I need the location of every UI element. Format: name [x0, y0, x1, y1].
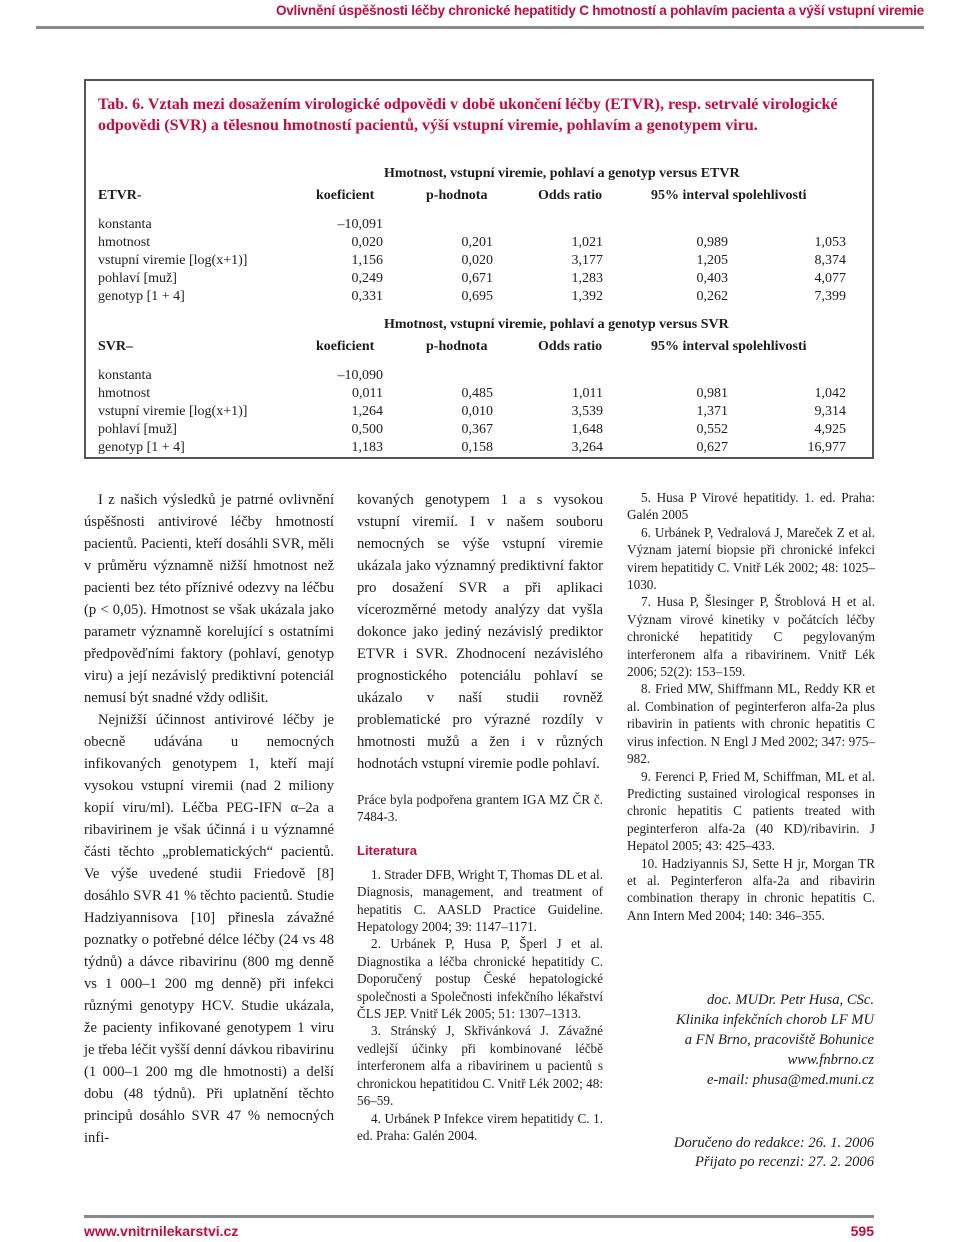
- row-label: genotyp [1 + 4]: [98, 440, 185, 455]
- paragraph: I z našich výsledků je patrné ovlivnění úspěšnosti antivirové léčby hmotností pacientů. Pacienti, kteří dosáhli SVR, měli v průměru významně nižší hmotnost než pacienti bez této příznivé odezvy na léčbu (p < 0,05). Hmotnost se však ukázala jako parametr významně korelující s ostatními předpověďními faktory (pohlaví, genotyp viru) a její nezávislý prediktivní potenciál nemusí být snadné vždy odlišit.: [84, 492, 334, 706]
- table-row: [86, 270, 866, 288]
- table-cell: 4,925: [814, 422, 846, 437]
- row-label: pohlaví [muž]: [98, 422, 177, 437]
- table-row: [86, 385, 866, 403]
- table-cell: 0,010: [461, 404, 493, 419]
- table-cell: 0,249: [351, 271, 383, 286]
- table-row: [86, 439, 866, 457]
- author-signature: [676, 990, 874, 1090]
- author-department: Klinika infekčních chorob LF MU: [675, 1012, 874, 1028]
- table-row: [86, 288, 866, 306]
- row-label: vstupní viremie [log(x+1)]: [98, 253, 248, 268]
- submission-dates: [674, 1134, 874, 1172]
- table-caption: Tab. 6. Vztah mezi dosažením virologické odpovědi v době ukončení léčby (ETVR), resp. setrvalé virologické odpovědi (SVR) a tělesnou hmotností pacientů, výší vstupní viremie, pohlavím a genotypem viru.: [98, 96, 838, 134]
- table-cell: 7,399: [814, 289, 846, 304]
- table-cell: 1,053: [814, 235, 846, 250]
- table-cell: 4,077: [814, 271, 846, 286]
- table-cell: 1,021: [571, 235, 603, 250]
- reference: 5. Husa P Virové hepatitidy. 1. ed. Praha: Galén 2005: [627, 490, 875, 523]
- table-cell: 1,648: [571, 422, 603, 437]
- footer-url[interactable]: www.vnitrnilekarstvi.cz: [84, 1223, 239, 1239]
- table-cell: 1,205: [696, 253, 728, 268]
- table-cell: 8,374: [814, 253, 846, 268]
- column-header: ETVR-: [98, 188, 142, 203]
- table-cell: 0,627: [696, 440, 728, 455]
- table-cell: 0,403: [696, 271, 728, 286]
- author-hospital: a FN Brno, pracoviště Bohunice: [684, 1032, 874, 1048]
- row-label: pohlaví [muž]: [98, 271, 177, 286]
- accepted-date: Přijato po recenzi: 27. 2. 2006: [694, 1154, 874, 1170]
- table-cell: 1,156: [351, 253, 383, 268]
- column-header: Odds ratio: [538, 188, 603, 203]
- row-label: konstanta: [98, 217, 152, 232]
- results-table: [84, 79, 874, 459]
- reference: 7. Husa P, Šlesinger P, Štroblová H et al. Význam virové kinetiky v počátcích léčby chronické hepatitidy C pegylovaným interferonem alfa a ribavirinem. Vnitř Lék 2006; 52(2): 153–159.: [627, 594, 875, 680]
- reference: 3. Stránský J, Skřivánková J. Závažné vedlejší účinky při kombinované léčbě interferonem alfa a ribavirinem u pacientů s chronickou hepatitidou C. Vnitř Lék 2002; 48: 56–59.: [357, 1023, 603, 1109]
- table-cell: 3,539: [571, 404, 603, 419]
- table-cell: 1,183: [351, 440, 383, 455]
- received-date: Doručeno do redakce: 26. 1. 2006: [673, 1135, 874, 1151]
- running-head: Ovlivnění úspěšnosti léčby chronické hepatitidy C hmotností a pohlavím pacienta a výší vstupní viremie: [36, 0, 924, 29]
- column-header: koeficient: [316, 339, 375, 354]
- references-list-2: [627, 489, 875, 924]
- table-cell: 1,042: [814, 386, 846, 401]
- table-cell: 0,367: [461, 422, 493, 437]
- reference: 9. Ferenci P, Fried M, Schiffman, ML et al. Predicting sustained virological responses in chronic hepatitis C patients treated with peginterferon alfa-2a (40 KD)/ribavirin. J Hepatol 2005; 43: 425–433.: [627, 768, 875, 854]
- row-label: hmotnost: [98, 235, 151, 250]
- etvr-header-row: [86, 187, 866, 205]
- table-cell: 1,011: [572, 386, 603, 401]
- table-row: [86, 234, 866, 252]
- table-cell: 0,011: [352, 386, 383, 401]
- table-cell: 1,283: [571, 271, 603, 286]
- table-cell: 0,695: [461, 289, 493, 304]
- table-cell: 0,500: [351, 422, 383, 437]
- row-label: vstupní viremie [log(x+1)]: [98, 404, 248, 419]
- page-number: 595: [850, 1223, 874, 1239]
- table-cell: 0,981: [696, 386, 728, 401]
- author-email: e-mail: phusa@med.muni.cz: [706, 1072, 874, 1088]
- reference: 4. Urbánek P Infekce virem hepatitidy C. 1. ed. Praha: Galén 2004.: [357, 1110, 603, 1143]
- footer: [84, 1215, 874, 1242]
- table-cell: 0,262: [696, 289, 728, 304]
- paragraph: kovaných genotypem 1 a s vysokou vstupní viremií. I v našem souboru nemocných se výše vstupní viremie ukázala jako významný prediktivní faktor pro dosažení SVR a při aplikaci vícerozměrné metody analýzy dat vyšla dokonce jako jediný nezávislý prediktor ETVR i SVR. Zhodnocení nezávislého prognostického potenciálu pohlaví se ukázalo v naší studii rovněž problematické pro výrazné rozdíly v hmotnosti mužů a žen i v různých hodnotách vstupní viremie podle pohlaví.: [357, 492, 603, 772]
- paragraph: Nejnižší účinnost antivirové léčby je obecně udávána u nemocných infikovaných genotypem 1, kteří mají vysokou vstupní viremii (nad 2 miliony kopií viru/ml). Léčba PEG-IFN α–2a a ribavirinem je však účinná i u významné části těchto „problematických“ pacientů. Ve výše uvedené studii Friedově [8] dosáhlo SVR 41 % těchto pacientů. Studie Hadziyannisova [10] přinesla závažné poznatky o potřebné délce léčby (24 vs 48 týdnů) a dávce ribavirinu (800 mg denně vs 1 000–1 200 mg denně) při infekci různými genotypy HCV. Studie ukázala, že pacienty infikované genotypem 1 viru je třeba léčit vyšší denní dávkou ribavirinu (1 000–1 200 mg dle hmotnosti) a delší dobu (48 týdnů). Při uplatnění těchto principů dosáhlo SVR 47 % nemocných infi-: [84, 712, 334, 1146]
- references-list-1: [357, 866, 603, 1145]
- svr-group-title: Hmotnost, vstupní viremie, pohlaví a genotyp versus SVR: [384, 317, 729, 332]
- column-header: 95% interval spolehlivosti: [651, 339, 807, 354]
- column-header: SVR–: [98, 339, 134, 354]
- body-column-1: [84, 489, 334, 1149]
- table-cell: 3,264: [571, 440, 603, 455]
- table-cell: 16,977: [807, 440, 846, 455]
- table-cell: 0,989: [696, 235, 728, 250]
- table-row: [86, 367, 866, 385]
- reference: 6. Urbánek P, Vedralová J, Mareček Z et al. Význam jaterní biopsie při chronické infekci virem hepatitidy C. Vnitř Lék 2002; 48: 1025–1030.: [627, 524, 875, 593]
- table-cell: 0,331: [351, 289, 383, 304]
- column-header: Odds ratio: [538, 339, 603, 354]
- column-header: 95% interval spolehlivosti: [651, 188, 807, 203]
- table-cell: 0,158: [461, 440, 493, 455]
- reference: 2. Urbánek P, Husa P, Šperl J et al. Diagnostika a léčba chronické hepatitidy C. Doporučený postup České hepatologické společnosti a Společnosti infekčního lékařství ČLS JEP. Vnitř Lék 2005; 51: 1307–1313.: [357, 936, 603, 1022]
- reference: 10. Hadziyannis SJ, Sette H jr, Morgan TR et al. Peginterferon alfa-2a and ribavirin combination therapy in chronic hepatitis C. Ann Intern Med 2004; 140: 346–355.: [627, 855, 875, 923]
- table-cell: 1,264: [351, 404, 383, 419]
- column-header: p-hodnota: [426, 188, 488, 203]
- column-header: koeficient: [316, 188, 375, 203]
- body-column-2: [357, 489, 603, 1144]
- reference: 8. Fried MW, Shiffmann ML, Reddy KR et al. Combination of peginterferon alfa-2a plus ribavirin in patients with chronic hepatitis C virus infection. N Engl J Med 2002; 347: 975–982.: [627, 681, 875, 767]
- table-cell: 0,020: [351, 235, 383, 250]
- table-row: [86, 403, 866, 421]
- table-cell: 1,371: [696, 404, 728, 419]
- table-cell: 3,177: [571, 253, 603, 268]
- table-cell: 0,201: [461, 235, 493, 250]
- table-cell: 0,671: [461, 271, 493, 286]
- grant-note: Práce byla podpořena grantem IGA MZ ČR č. 7484-3.: [357, 792, 603, 825]
- table-row: [86, 421, 866, 439]
- row-label: hmotnost: [98, 386, 151, 401]
- table-cell: 0,020: [461, 253, 493, 268]
- table-row: [86, 252, 866, 270]
- table-cell: 0,552: [696, 422, 728, 437]
- row-label: konstanta: [98, 368, 152, 383]
- author-website: www.fnbrno.cz: [787, 1052, 874, 1068]
- table-cell: 1,392: [571, 289, 603, 304]
- table-cell: –10,091: [337, 217, 383, 232]
- table-row: [86, 216, 866, 234]
- table-cell: 0,485: [461, 386, 493, 401]
- svr-header-row: [86, 338, 866, 356]
- column-header: p-hodnota: [426, 339, 488, 354]
- reference: 1. Strader DFB, Wright T, Thomas DL et al. Diagnosis, management, and treatment of hepatitis C. AASLD Practice Guideline. Hepatology 2004; 39: 1147–1171.: [357, 866, 603, 935]
- row-label: genotyp [1 + 4]: [98, 289, 185, 304]
- etvr-group-title: Hmotnost, vstupní viremie, pohlaví a genotyp versus ETVR: [384, 166, 740, 181]
- table-cell: 9,314: [814, 404, 846, 419]
- literature-heading: Literatura: [357, 842, 417, 858]
- table-cell: –10,090: [337, 368, 383, 383]
- author-name: doc. MUDr. Petr Husa, CSc.: [706, 992, 874, 1008]
